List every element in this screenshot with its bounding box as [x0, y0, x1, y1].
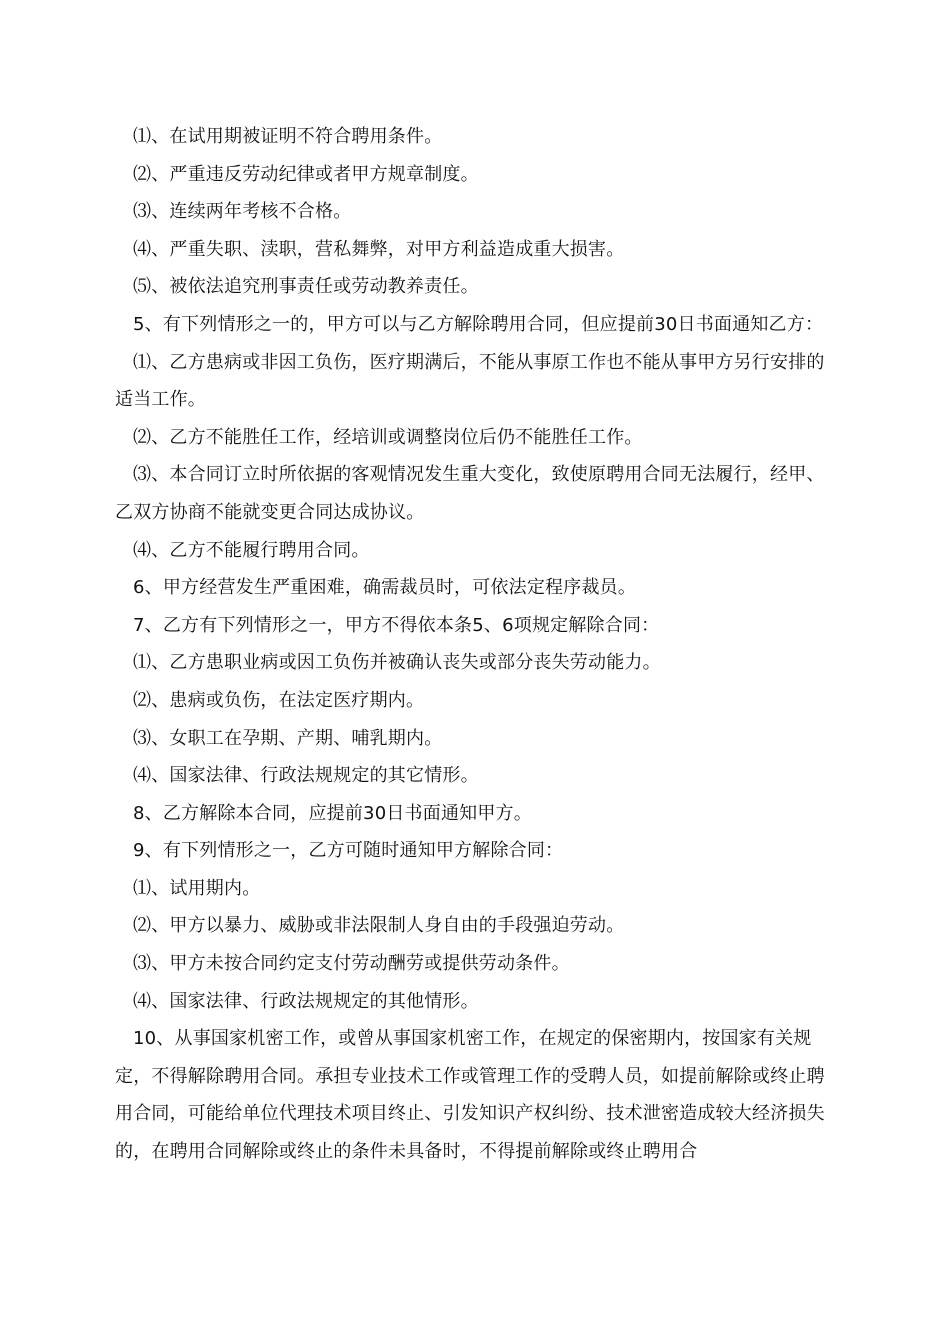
clause-item: ⑴、乙方患职业病或因工负伤并被确认丧失或部分丧失劳动能力。 [133, 652, 661, 674]
clause-item: ⑶、连续两年考核不合格。 [133, 201, 352, 223]
clause-item: ⑶、本合同订立时所依据的客观情况发生重大变化，致使原聘用合同无法履行，经甲、乙双方协商不能就变更合同达成协议。 [115, 464, 825, 523]
clause-item: ⑵、患病或负伤，在法定医疗期内。 [133, 689, 425, 711]
clause-item: ⑸、被依法追究刑事责任或劳动教养责任。 [133, 276, 479, 298]
clause-heading: 10、从事国家机密工作，或曾从事国家机密工作，在规定的保密期内，按国家有关规定，不得解除聘用合同。承担专业技术工作或管理工作的受聘人员，如提前解除或终止聘用合同，可能给单位代理技术项目终止、引发知识产权纠纷、技术泄密造成较大经济损失的，在聘用合同解除或终止的条件未具备时，不得提前解除或终止聘用合 [115, 1028, 825, 1163]
clause-item: ⑷、国家法律、行政法规规定的其他情形。 [133, 990, 479, 1012]
clause-item: ⑶、甲方未按合同约定支付劳动酬劳或提供劳动条件。 [133, 953, 570, 975]
clause-heading: 9、有下列情形之一，乙方可随时通知甲方解除合同： [133, 840, 564, 862]
clause-item: ⑵、严重违反劳动纪律或者甲方规章制度。 [133, 163, 479, 185]
clause-heading: 6、甲方经营发生严重困难，确需裁员时，可依法定程序裁员。 [133, 577, 637, 599]
clause-item: ⑵、乙方不能胜任工作，经培训或调整岗位后仍不能胜任工作。 [133, 426, 643, 448]
clause-item: ⑶、女职工在孕期、产期、哺乳期内。 [133, 727, 443, 749]
clause-item: ⑷、严重失职、渎职，营私舞弊，对甲方利益造成重大损害。 [133, 238, 625, 260]
clause-item: ⑴、在试用期被证明不符合聘用条件。 [133, 126, 443, 147]
document-body [115, 118, 835, 1171]
clause-item: ⑵、甲方以暴力、威胁或非法限制人身自由的手段强迫劳动。 [133, 915, 625, 937]
clause-heading: 8、乙方解除本合同，应提前30日书面通知甲方。 [133, 802, 532, 824]
clause-heading: 7、乙方有下列情形之一，甲方不得依本条5、6项规定解除合同： [133, 614, 660, 636]
clause-heading: 5、有下列情形之一的，甲方可以与乙方解除聘用合同，但应提前30日书面通知乙方： [133, 313, 824, 335]
clause-item: ⑴、试用期内。 [133, 877, 261, 899]
clause-item: ⑷、国家法律、行政法规规定的其它情形。 [133, 765, 479, 787]
clause-item: ⑷、乙方不能履行聘用合同。 [133, 539, 370, 561]
clause-item: ⑴、乙方患病或非因工负伤，医疗期满后，不能从事原工作也不能从事甲方另行安排的适当工作。 [115, 351, 825, 411]
